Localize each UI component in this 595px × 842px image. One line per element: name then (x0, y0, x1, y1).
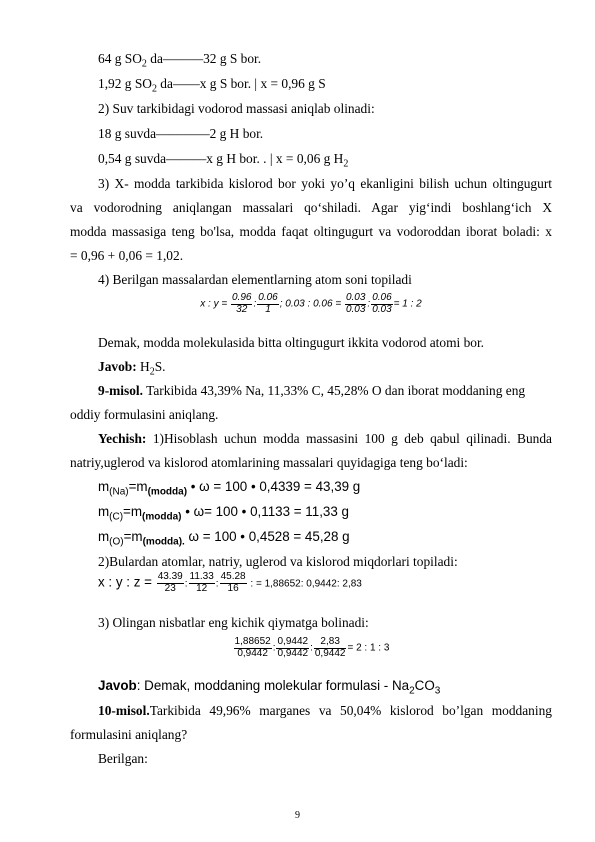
javob-1: Javob: $H_2S$. (98, 359, 166, 378)
paragraph-3b: 3) Olingan nisbatlar eng kichik qiymatga bolinadi: (98, 615, 369, 630)
fraction: $\frac{0.06}{0.03}$ (372, 292, 392, 315)
paragraph-3-line-2: va vodorodning aniqlangan massalari qo‘shiladi. Agar yig‘indi boshlang‘ich X (70, 200, 552, 215)
mass-na-equation: $m_{(Na)}=m_{(modda)}$ • ω = 100 • 0,4339 = 43,39 g (98, 479, 361, 498)
paragraph-4: 4) Berilgan massalardan elementlarning atom soni topiladi (98, 272, 412, 287)
berilgan-label: Berilgan: (98, 751, 148, 766)
demak-line: Demak, modda molekulasida bitta oltingugurt ikkita vodorod atomi bor. (98, 335, 485, 350)
text-line-5: 0,54 g suvda———x g H bor. . | x = 0,06 g $H_2$ (98, 151, 349, 170)
page-number: 9 (295, 810, 300, 821)
fraction: $\frac{0,9442}{0,9442}$ (277, 636, 309, 659)
text-line-2: 1,92 g $SO_2$ da——x g S bor. | x = 0,96 g S (98, 76, 326, 95)
yechish-line-1: Yechish: 1)Hisoblash uchun modda massasini 100 g deb qabul qilinadi. Bunda (98, 431, 552, 446)
fraction: $\frac{45.28}{16}$ (220, 571, 246, 594)
fraction: $\frac{0.03}{0.03}$ (345, 292, 366, 315)
javob-2: Javob: Demak, moddaning molekular formulasi - $Na_2CO_3$ (98, 678, 441, 697)
misol-9-line-1: 9-misol. Tarkibida 43,39% Na, 11,33% C, 45,28% O dan iborat moddaning eng (98, 383, 526, 398)
mass-c-equation: $m_{(C)}=m_{(modda)}$ • ω= 100 • 0,1133 = 11,33 g (98, 504, 349, 523)
misol-10-line-2: formulasini aniqlang? (70, 727, 188, 742)
fraction: $\frac{1,88652}{0,9442}$ (234, 636, 271, 659)
fraction: $\frac{2,83}{0,9442}$ (314, 636, 346, 659)
text-line-3: 2) Suv tarkibidagi vodorod massasi aniqlab olinadi: (98, 101, 375, 116)
misol-9-line-2: oddiy formulasini aniqlang. (70, 407, 219, 422)
equation-3: $\frac{1,88652}{0,9442}$ : $\frac{0,9442}{0,9442}$ : $\frac{2,83}{0,9442}$ = 2 : 1 : 3 (234, 636, 390, 659)
text-line-4: 18 g suvda————2 g H bor. (98, 126, 264, 141)
yechish-line-2: natriy,uglerod va kislorod atomlarining massalari quyidagiga teng bo‘ladi: (70, 455, 468, 470)
fraction: $\frac{0.96}{32}$ (232, 292, 252, 315)
text-line-1: 64 g $SO_2$ da———32 g S bor. (98, 51, 262, 70)
paragraph-3-line-3: modda massasiga teng bo'lsa, modda faqat oltingugurt va vodoroddan iborat boladi: x (70, 224, 552, 239)
paragraph-2b: 2)Bulardan atomlar, natriy, uglerod va kislorod miqdorlari topiladi: (98, 554, 458, 569)
fraction: $\frac{43.39}{23}$ (157, 571, 183, 594)
equation-1: x : y = $\frac{0.96}{32}$ : $\frac{0.06}{1}$ ; 0.03 : 0.06 = $\frac{0.03}{0.03}$ : $\frac{0.06}{0.03}$ = 1 : 2 (200, 292, 422, 315)
fraction: $\frac{11.33}{12}$ (189, 571, 214, 594)
mass-o-equation: $m_{(O)}=m_{(modda).}$ ω = 100 • 0,4528 = 45,28 g (98, 529, 350, 548)
paragraph-3-line-4: = 0,96 + 0,06 = 1,02. (70, 248, 184, 263)
paragraph-3-line-1: 3) X- modda tarkibida kislorod bor yoki yo’q ekanligini bilish uchun oltingugurt (98, 176, 552, 191)
misol-10-line-1: 10-misol.Tarkibida 49,96% marganes va 50,04% kislorod bo’lgan moddaning (98, 703, 552, 718)
equation-2: x : y : z = $\frac{43.39}{23}$ : $\frac{11.33}{12}$ : $\frac{45.28}{16}$ : = 1,88652: 0,9442: 2,83 (98, 571, 362, 594)
fraction: $\frac{0.06}{1}$ (258, 292, 278, 315)
